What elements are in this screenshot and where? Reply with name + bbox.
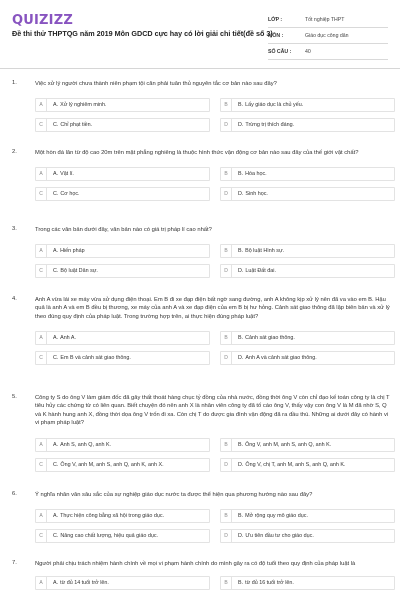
question-3: [12, 226, 392, 278]
option-badge: B: [221, 168, 232, 180]
option-text: Hóa học.: [245, 171, 267, 178]
option-c[interactable]: [35, 529, 210, 543]
option-badge: A: [36, 510, 47, 522]
option-letter: C.: [53, 122, 59, 129]
question-1: [12, 80, 392, 132]
answer-options: [35, 331, 392, 365]
question-text: Người phải chịu trách nhiệm hành chính về mọi vi phạm hành chính do mình gây ra có độ tuổi theo quy định của pháp luật là: [35, 561, 356, 567]
option-a[interactable]: [35, 438, 210, 452]
question-text: Một hòn đá lăn từ độ cao 20m trên mặt phẳng nghiêng là thuộc hình thức vận động cơ bản nào sau đây của thế giới vật chất?: [35, 150, 359, 156]
option-text: Em B và cảnh sát giao thông.: [60, 355, 131, 362]
option-text: Ông V, anh M, anh S, anh Q, anh K.: [245, 441, 332, 448]
option-a[interactable]: [35, 167, 210, 181]
option-a[interactable]: [35, 244, 210, 258]
option-badge: D: [221, 459, 232, 471]
option-c[interactable]: [35, 458, 210, 472]
option-text: Anh A.: [60, 335, 76, 342]
option-letter: B.: [238, 441, 244, 448]
option-a[interactable]: [35, 576, 210, 590]
option-b[interactable]: [220, 98, 395, 112]
question-7: [12, 560, 392, 590]
option-badge: C: [36, 459, 47, 471]
option-c[interactable]: [35, 351, 210, 365]
option-letter: A.: [53, 248, 59, 255]
quizizz-logo: QUIZIZZ: [12, 13, 73, 28]
option-badge: C: [36, 265, 47, 277]
option-d[interactable]: [220, 118, 395, 132]
option-letter: A.: [53, 441, 59, 448]
option-letter: C.: [53, 461, 59, 468]
option-d[interactable]: [220, 351, 395, 365]
option-badge: D: [221, 119, 232, 131]
question-number: 1.: [12, 80, 17, 86]
question-text: Ý nghĩa nhân văn sâu sắc của sự nghiệp giáo dục nước ta được thể hiện qua phương hướng nào sau đây?: [35, 492, 313, 498]
option-b[interactable]: [220, 509, 395, 523]
option-text: từ đủ 14 tuổi trở lên.: [60, 580, 109, 587]
option-text: Ưu tiên đầu tư cho giáo dục.: [245, 533, 314, 540]
question-number: 7.: [12, 560, 17, 566]
meta-row-subject: [268, 28, 388, 44]
option-text: Anh S, anh Q, anh K.: [60, 441, 112, 448]
option-badge: B: [221, 510, 232, 522]
question-2: [12, 149, 392, 201]
quiz-header: [0, 0, 400, 62]
option-letter: D.: [238, 122, 244, 129]
option-badge: B: [221, 332, 232, 344]
option-badge: C: [36, 188, 47, 200]
option-badge: A: [36, 577, 47, 589]
option-badge: B: [221, 577, 232, 589]
answer-options: [35, 576, 392, 590]
option-letter: C.: [53, 355, 59, 362]
option-text: Ông V, anh M, anh S, anh Q, anh K, anh X.: [60, 461, 164, 468]
option-text: Trừng trị thích đáng.: [245, 122, 295, 129]
header-divider: [0, 68, 400, 69]
question-text: Anh A vừa lái xe máy vừa sử dụng điện thoại. Em B đi xe đạp điện bất ngờ sang đường, anh A không kịp xử lý nên đã va vào em B. Hậu quả là anh A và em B đều bị thương, xe máy của anh A và xe đạp điện của em B bị hư hỏng. Cảnh sát giao thông đã lập biên bản và xử lý theo đúng quy định của pháp luật. Trong trường hợp trên, ai thực hiện đúng pháp luật?: [35, 297, 390, 320]
option-badge: D: [221, 188, 232, 200]
option-letter: D.: [238, 268, 244, 275]
page-title: Đề thi thử THPTQG năm 2019 Môn GDCD cực hay có lời giải chi tiết(đề số 3): [12, 29, 273, 38]
option-d[interactable]: [220, 529, 395, 543]
option-text: Sinh học.: [245, 191, 268, 198]
meta-value: 40: [305, 48, 311, 55]
option-text: Bộ luật Dân sự.: [60, 268, 98, 275]
option-letter: B.: [238, 102, 244, 109]
option-c[interactable]: [35, 187, 210, 201]
quiz-meta-table: [268, 12, 388, 60]
option-text: Cơ học.: [60, 191, 80, 198]
answer-options: [35, 167, 392, 201]
question-text: Trong các văn bản dưới đây, văn bản nào có giá trị pháp lí cao nhất?: [35, 227, 212, 233]
question-number: 5.: [12, 394, 17, 400]
option-letter: D.: [238, 355, 244, 362]
option-text: Lấy giáo dục là chủ yếu.: [245, 102, 304, 109]
option-text: từ đủ 16 tuổi trở lên.: [245, 580, 294, 587]
option-badge: A: [36, 168, 47, 180]
option-letter: B.: [238, 335, 244, 342]
meta-key: MÔN :: [268, 32, 284, 39]
option-badge: A: [36, 99, 47, 111]
option-badge: C: [36, 352, 47, 364]
option-letter: A.: [53, 335, 59, 342]
meta-key: SỐ CÂU :: [268, 48, 292, 55]
option-d[interactable]: [220, 187, 395, 201]
option-b[interactable]: [220, 167, 395, 181]
option-text: Luật Đất đai.: [245, 268, 276, 275]
option-badge: C: [36, 119, 47, 131]
option-letter: A.: [53, 102, 59, 109]
option-text: Ông V, chị T, anh M, anh S, anh Q, anh K.: [245, 461, 346, 468]
option-badge: C: [36, 530, 47, 542]
option-b[interactable]: [220, 576, 395, 590]
option-badge: B: [221, 245, 232, 257]
option-letter: D.: [238, 191, 244, 198]
option-a[interactable]: [35, 331, 210, 345]
option-d[interactable]: [220, 458, 395, 472]
option-text: Mở rộng quy mô giáo dục.: [245, 513, 308, 520]
question-text: Công ty S do ông V làm giám đốc đã gây thất thoát hàng chục tỷ đồng của nhà nước, đồng thời ông V còn chỉ đạo kế toán công ty là chị T tiêu hủy các chứng từ có liên quan. Biết chuyện đó nên anh X là nhân viên công ty đã tố cáo ông V, thấy vậy con ông V là M đã nhờ S, Q và K hành hung anh X, đồng thời dọa ông V trốn đi xa. Còn chị T do được gia đình vận động đã ra đầu thú. Những ai dưới đây có hành vi vi phạm pháp luật?: [35, 395, 390, 427]
option-badge: D: [221, 352, 232, 364]
option-letter: A.: [53, 580, 59, 587]
question-text: Việc xử lý người chưa thành niên phạm tội căn phải tuân thủ nguyên tắc cơ bản nào sau đây?: [35, 81, 277, 87]
option-b[interactable]: [220, 331, 395, 345]
option-badge: A: [36, 439, 47, 451]
question-number: 2.: [12, 149, 17, 155]
answer-options: [35, 509, 392, 543]
option-letter: C.: [53, 268, 59, 275]
option-c[interactable]: [35, 264, 210, 278]
option-text: Anh A và cảnh sát giao thông.: [245, 355, 317, 362]
meta-row-count: [268, 44, 388, 60]
question-number: 4.: [12, 296, 17, 302]
answer-options: [35, 98, 392, 132]
option-b[interactable]: [220, 438, 395, 452]
question-5: [12, 394, 392, 472]
option-badge: D: [221, 530, 232, 542]
option-a[interactable]: [35, 98, 210, 112]
option-badge: B: [221, 439, 232, 451]
option-badge: A: [36, 245, 47, 257]
meta-row-class: [268, 12, 388, 28]
option-d[interactable]: [220, 264, 395, 278]
option-letter: C.: [53, 191, 59, 198]
option-letter: B.: [238, 513, 244, 520]
option-letter: B.: [238, 171, 244, 178]
option-text: Hiến pháp: [60, 248, 85, 255]
option-text: Xử lý nghiêm minh.: [60, 102, 107, 109]
option-badge: D: [221, 265, 232, 277]
question-4: [12, 296, 392, 365]
option-text: Nâng cao chất lượng, hiệu quả giáo dục.: [60, 533, 159, 540]
option-badge: B: [221, 99, 232, 111]
question-number: 6.: [12, 491, 17, 497]
meta-key: LỚP :: [268, 16, 283, 23]
option-letter: D.: [238, 461, 244, 468]
option-letter: A.: [53, 171, 59, 178]
option-badge: A: [36, 332, 47, 344]
option-letter: B.: [238, 248, 244, 255]
option-text: Vật lí.: [60, 171, 74, 178]
question-number: 3.: [12, 226, 17, 232]
option-letter: D.: [238, 533, 244, 540]
option-b[interactable]: [220, 244, 395, 258]
option-c[interactable]: [35, 118, 210, 132]
option-a[interactable]: [35, 509, 210, 523]
question-6: [12, 491, 392, 543]
option-letter: C.: [53, 533, 59, 540]
answer-options: [35, 244, 392, 278]
option-letter: A.: [53, 513, 59, 520]
option-letter: B.: [238, 580, 244, 587]
meta-value: Tốt nghiệp THPT: [305, 16, 345, 23]
option-text: Cảnh sát giao thông.: [245, 335, 295, 342]
meta-value: Giáo dục công dân: [305, 32, 349, 39]
option-text: Chỉ phạt tiền.: [60, 122, 93, 129]
answer-options: [35, 438, 392, 472]
option-text: Bộ luật Hình sự.: [245, 248, 285, 255]
option-text: Thực hiện công bằng xã hội trong giáo dục.: [60, 513, 165, 520]
